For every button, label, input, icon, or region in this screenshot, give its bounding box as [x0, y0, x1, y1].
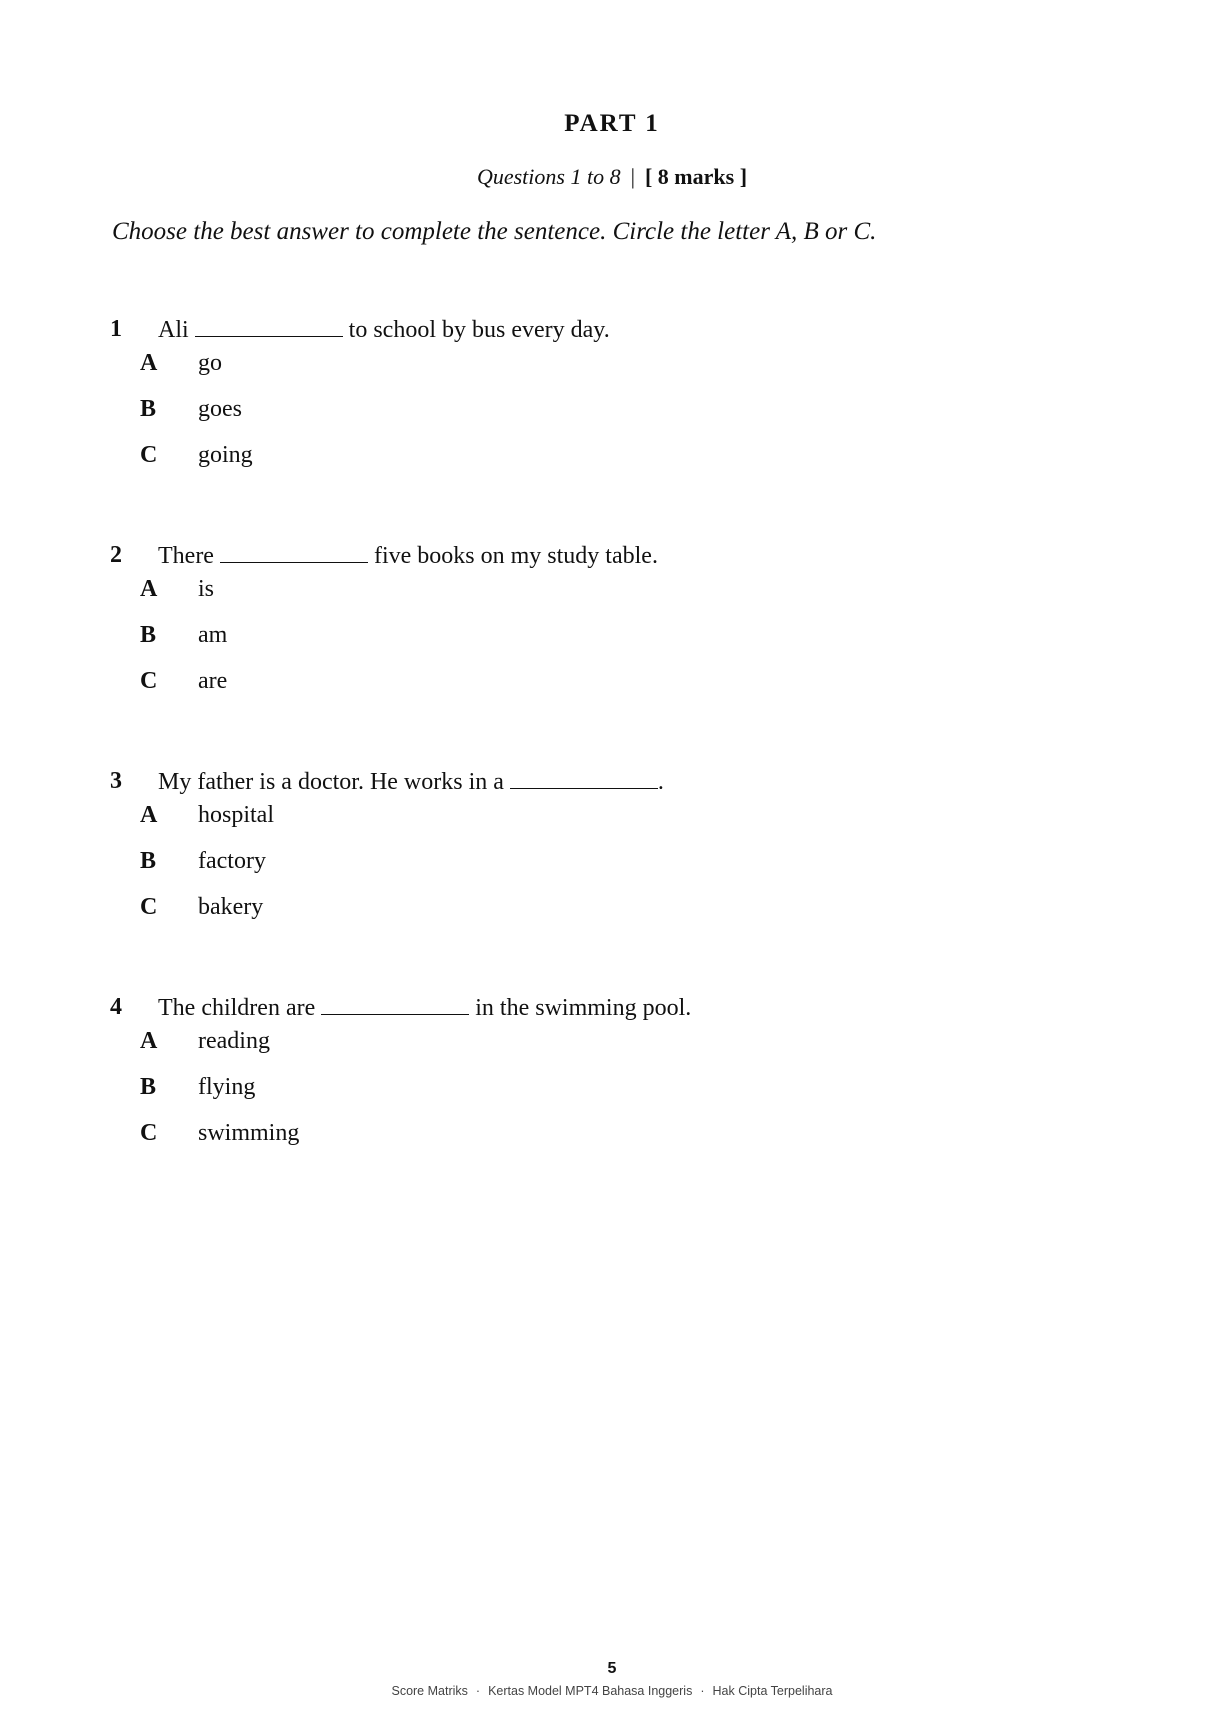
page-number: 5 — [607, 1660, 617, 1677]
option-text: flying — [198, 1074, 256, 1100]
marks-label: [ 8 marks ] — [644, 164, 748, 189]
question-text — [158, 316, 610, 344]
option-text: factory — [198, 848, 266, 874]
option-letter: B — [140, 396, 157, 422]
option-text: going — [198, 442, 253, 468]
answer-blank — [510, 768, 658, 789]
footer-separator: · — [700, 1684, 705, 1698]
part-title: PART 1 — [564, 110, 660, 137]
page-footer — [0, 1684, 1224, 1698]
question-number: 3 — [110, 768, 122, 794]
option-letter: B — [140, 848, 157, 874]
option-text: are — [198, 668, 228, 694]
option-text: reading — [198, 1028, 270, 1054]
option-letter: C — [140, 1120, 158, 1146]
option-text: hospital — [198, 802, 274, 828]
question-number: 1 — [110, 316, 122, 342]
question-text-after: . — [657, 769, 664, 795]
instruction-text: Choose the best answer to complete the sentence. Circle the letter A, B or C. — [112, 218, 877, 245]
footer-separator: · — [475, 1684, 481, 1698]
answer-blank — [195, 316, 343, 337]
question-range: Questions 1 to 8 — [476, 164, 621, 189]
question-text — [158, 542, 658, 570]
option-letter: C — [140, 894, 158, 920]
question-text — [158, 994, 691, 1022]
question-number: 4 — [110, 994, 122, 1020]
option-letter: B — [140, 622, 157, 648]
question-text-after: five books on my study table. — [373, 543, 658, 569]
option-letter: B — [140, 1074, 157, 1100]
subtitle-separator: | — [630, 164, 635, 189]
option-letter: C — [140, 668, 158, 694]
option-letter: A — [140, 802, 158, 828]
option-text: swimming — [198, 1120, 300, 1146]
question-text-after: to school by bus every day. — [348, 317, 610, 343]
option-text: bakery — [198, 894, 264, 920]
option-text: goes — [198, 396, 242, 422]
answer-blank — [321, 994, 469, 1015]
footer-copyright: Hak Cipta Terpelihara — [712, 1684, 833, 1698]
answer-blank — [220, 542, 368, 563]
question-number: 2 — [110, 542, 122, 568]
footer-publisher: Score Matriks — [391, 1684, 468, 1698]
option-text: am — [198, 622, 228, 648]
option-text: go — [198, 350, 222, 376]
question-text-before: Ali — [158, 317, 189, 343]
question-text-before: There — [158, 543, 214, 569]
question-text-before: My father is a doctor. He works in a — [158, 769, 504, 795]
option-letter: A — [140, 350, 158, 376]
option-text: is — [198, 576, 215, 602]
question-text — [158, 768, 664, 796]
question-text-after: in the swimming pool. — [475, 995, 692, 1021]
option-letter: A — [140, 576, 158, 602]
question-text-before: The children are — [158, 995, 316, 1021]
option-letter: C — [140, 442, 158, 468]
option-letter: A — [140, 1028, 158, 1054]
footer-paper-title: Kertas Model MPT4 Bahasa Inggeris — [488, 1684, 693, 1698]
section-subtitle — [0, 164, 1224, 190]
